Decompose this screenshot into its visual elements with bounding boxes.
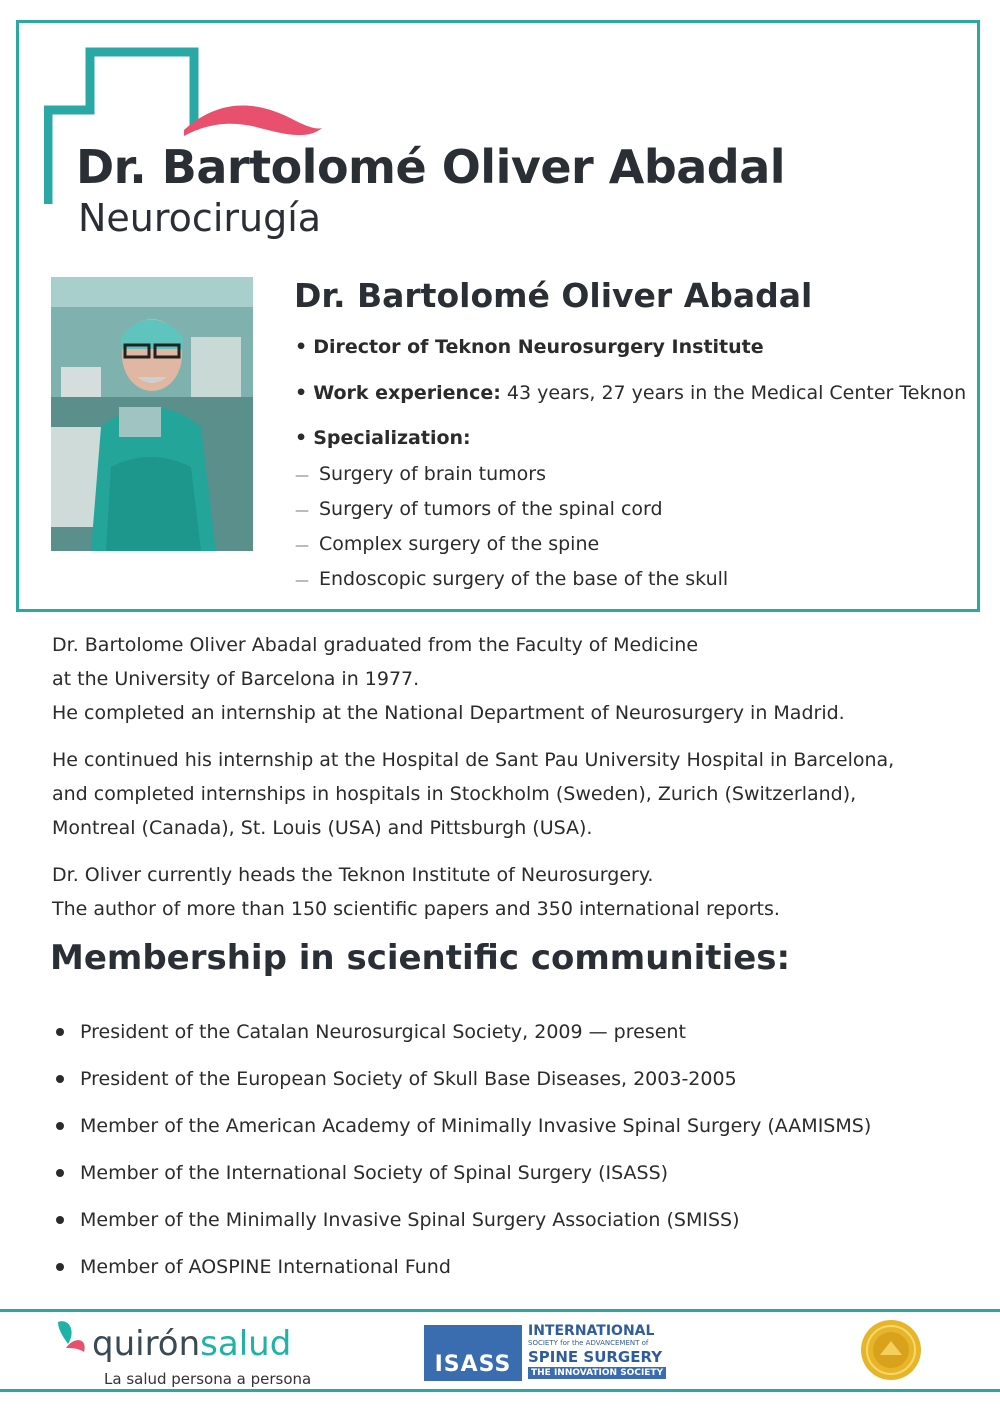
bio-line: Montreal (Canada), St. Louis (USA) and Pittsburgh (USA). <box>52 817 593 839</box>
bullet-icon <box>56 1028 64 1036</box>
isass-abbr: ISASS <box>424 1325 522 1381</box>
bullet-icon <box>56 1122 64 1130</box>
quiron-word: quirón <box>92 1324 201 1364</box>
specialization-text: Surgery of tumors of the spinal cord <box>319 498 663 520</box>
experience-line <box>295 382 966 404</box>
isass-line1: INTERNATIONAL <box>528 1323 655 1339</box>
header-specialty: Neurocirugía <box>78 196 322 240</box>
salud-word: salud <box>200 1324 292 1364</box>
profile-doctor-name: Dr. Bartolomé Oliver Abadal <box>294 276 813 315</box>
bullet-icon <box>56 1263 64 1271</box>
position-line <box>295 336 764 358</box>
specialization-item <box>295 498 663 520</box>
bullet-icon <box>56 1169 64 1177</box>
membership-item <box>52 1055 871 1102</box>
specialization-text: Surgery of brain tumors <box>319 463 546 485</box>
membership-list <box>52 1008 871 1290</box>
specialization-item <box>295 463 546 485</box>
membership-text: Member of the American Academy of Minimally Invasive Spinal Surgery (AAMISMS) <box>80 1114 872 1137</box>
isass-line2: SOCIETY for the ADVANCEMENT of <box>528 1339 649 1347</box>
footer-divider-bottom <box>0 1389 1000 1392</box>
bullet-icon: • <box>295 382 308 404</box>
specialization-label: Specialization: <box>313 427 471 449</box>
membership-heading: Membership in scientific communities: <box>50 938 791 978</box>
quironsalud-wordmark <box>92 1324 291 1364</box>
bio-paragraph-2 <box>52 743 894 845</box>
doctor-portrait-photo <box>51 277 253 551</box>
footer-divider-top <box>0 1309 1000 1312</box>
membership-item <box>52 1243 871 1290</box>
bullet-icon: • <box>295 336 308 358</box>
specialization-item <box>295 568 728 590</box>
header-doctor-name: Dr. Bartolomé Oliver Abadal <box>76 140 786 194</box>
bio-line: and completed internships in hospitals in Stockholm (Sweden), Zurich (Switzerland), <box>52 783 857 805</box>
membership-text: Member of the Minimally Invasive Spinal Surgery Association (SMISS) <box>80 1208 740 1231</box>
specialization-text: Complex surgery of the spine <box>319 533 600 555</box>
bio-line: Dr. Bartolome Oliver Abadal graduated from the Faculty of Medicine <box>52 634 699 656</box>
membership-item <box>52 1149 871 1196</box>
quironsalud-tagline: La salud persona a persona <box>104 1370 312 1388</box>
bio-paragraph-1 <box>52 628 845 730</box>
isass-line3: SPINE SURGERY <box>528 1348 663 1366</box>
experience-value: 43 years, 27 years in the Medical Center Teknon <box>500 382 967 404</box>
membership-text: President of the European Society of Skull Base Diseases, 2003-2005 <box>80 1067 737 1090</box>
bullet-icon <box>56 1216 64 1224</box>
membership-item <box>52 1008 871 1055</box>
bio-line: He completed an internship at the National Department of Neurosurgery in Madrid. <box>52 702 845 724</box>
bio-line: at the University of Barcelona in 1977. <box>52 668 420 690</box>
dash-icon: — <box>295 538 309 554</box>
membership-item <box>52 1196 871 1243</box>
quironsalud-logo <box>54 1318 314 1390</box>
membership-text: Member of AOSPINE International Fund <box>80 1255 451 1278</box>
bullet-icon: • <box>295 427 308 449</box>
isass-logo <box>424 1323 664 1383</box>
bio-line: He continued his internship at the Hospital de Sant Pau University Hospital in Barcelona, <box>52 749 895 771</box>
membership-text: Member of the International Society of Spinal Surgery (ISASS) <box>80 1161 669 1184</box>
dash-icon: — <box>295 468 309 484</box>
membership-text: President of the Catalan Neurosurgical Society, 2009 — present <box>80 1020 686 1043</box>
bio-paragraph-3 <box>52 858 780 926</box>
membership-item <box>52 1102 871 1149</box>
bullet-icon <box>56 1075 64 1083</box>
quironsalud-mark-icon <box>54 1318 90 1366</box>
bio-line: The author of more than 150 scientific papers and 350 international reports. <box>52 898 780 920</box>
position-text: Director of Teknon Neurosurgery Institute <box>313 336 764 358</box>
gold-accreditation-seal-icon <box>860 1319 922 1381</box>
specialization-text: Endoscopic surgery of the base of the skull <box>319 568 729 590</box>
isass-line4: THE INNOVATION SOCIETY <box>528 1367 666 1379</box>
dash-icon: — <box>295 573 309 589</box>
specialization-heading <box>295 427 471 449</box>
experience-label: Work experience: <box>313 382 501 404</box>
dash-icon: — <box>295 503 309 519</box>
bio-line: Dr. Oliver currently heads the Teknon Institute of Neurosurgery. <box>52 864 654 886</box>
specialization-item <box>295 533 599 555</box>
